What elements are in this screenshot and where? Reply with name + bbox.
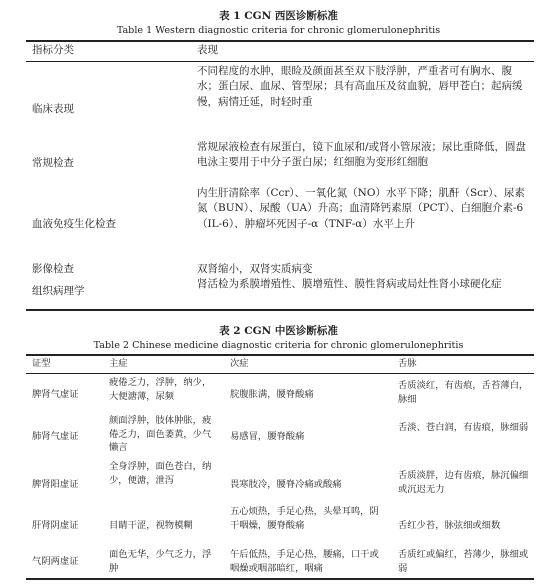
table2-row1-type: 脾肾气虚证 [32, 389, 79, 400]
table2-row5-type: 气阴两虚证 [32, 556, 79, 567]
table1-row4-content: 双肾缩小，双肾实质病变 [197, 263, 313, 275]
table2-row4-secondary: 五心烦热，手足心热，头晕耳鸣，阴干咽燥，腰脊酸痛 [230, 506, 379, 531]
table2-row5-main: 面色无华，少气乏力，浮肿 [109, 549, 212, 574]
table1-row2-category: 常规检查 [32, 157, 74, 169]
table2-row1-tongue: 舌质淡红，有齿痕，舌苔薄白，脉细 [398, 380, 529, 405]
table2-row4-type: 肝肾阴虚证 [32, 520, 79, 531]
table2-row2-secondary: 易感冒，腰脊酸痛 [230, 431, 305, 442]
table2-row3-secondary: 畏寒肢冷，腰脊冷痛或酸痛 [230, 479, 342, 490]
table1-header-category: 指标分类 [32, 44, 74, 56]
table2-bottom-rule [26, 578, 534, 580]
table1-title-en: Table 1 Western diagnostic criteria for chronic glomerulonephritis [116, 25, 441, 36]
table2-row5-tongue: 舌质红或偏红，苔薄少，脉细或弱 [398, 549, 529, 574]
table2-title-en: Table 2 Chinese medicine diagnostic criteria for chronic glomerulonephritis [93, 340, 464, 351]
table1-header-content: 表现 [197, 44, 218, 56]
table2-header-type: 证型 [32, 358, 51, 369]
table2-header-tongue: 舌脉 [398, 358, 417, 369]
table1-title-cn: 表 1 CGN 西医诊断标准 [219, 10, 338, 22]
table2-row3-type: 脾肾阳虚证 [32, 479, 79, 490]
table1-row2-content: 常规尿液检查有尿蛋白，镜下血尿和/或肾小管尿液；尿比重降低，圆盘电泳主要用于中分子蛋白尿；红细胞为变形红细胞 [197, 141, 527, 169]
table2-row3-tongue: 舌质淡胖，边有齿痕，脉沉偏细或沉迟无力 [398, 470, 529, 495]
table2-row2-type: 肺肾气虚证 [32, 431, 79, 442]
table2-row4-main: 目睛干涩，视物模糊 [109, 520, 193, 531]
table2-row5-secondary: 午后低热，手足心热，腰痛，口干或咽燥或咽部暗红，咽痛 [230, 549, 379, 574]
table1-header-rule [26, 61, 534, 62]
table1-top-rule [26, 40, 534, 42]
table1-row5-category: 组织病理学 [32, 285, 85, 297]
table2-title-cn: 表 2 CGN 中医诊断标准 [219, 325, 338, 337]
table2-row2-tongue: 舌淡、苍白润，有齿痕，脉细弱 [398, 422, 529, 433]
table1-row1-content: 不同程度的水肿，眼睑及颜面甚至双下肢浮肿，严重者可有胸水、腹水；蛋白尿、血尿、管型尿；具有高血压及贫血貌，唇甲苍白；起病缓慢，病情迁延，时轻时重 [197, 65, 523, 108]
table2-header-main: 主症 [109, 358, 128, 369]
table2-top-rule [26, 354, 534, 356]
table1-row1-category: 临床表现 [32, 103, 74, 115]
table1-row3-content: 内生肝清除率（Ccr）、一氧化氮（NO）水平下降；肌酐（Scr）、尿素氮（BUN）、尿酸（UA）升高；血清降钙素原（PCT）、白细胞介素-6（IL-6）、肿瘤坏死因子-α（TNF-α）水平上升 [197, 187, 525, 230]
table2-row3-main: 全身浮肿，面色苍白，纳少，便溏，泄泻 [109, 461, 212, 486]
table2-row2-main: 颜面浮肿，肢体肿胀，疲倦乏力，面色萎黄，少气懒言 [109, 415, 212, 453]
table2-row1-secondary: 脘腹胀满，腰脊酸痛 [230, 389, 314, 400]
table1-row3-category: 血液免疫生化检查 [32, 218, 116, 230]
table1-row5-content: 肾活检为系膜增殖性、膜增殖性、膜性肾病或局灶性肾小球硬化症 [197, 278, 502, 290]
table2-header-secondary: 次症 [230, 358, 249, 369]
table2-row1-main: 疲倦乏力，浮肿，纳少，大便溏薄，尿频 [109, 377, 212, 402]
table1-row4-category: 影像检查 [32, 263, 74, 275]
table2-header-rule [26, 373, 534, 374]
table2-row4-tongue: 舌红少苔，脉弦细或细数 [398, 520, 501, 531]
table1-bottom-rule [26, 309, 534, 311]
